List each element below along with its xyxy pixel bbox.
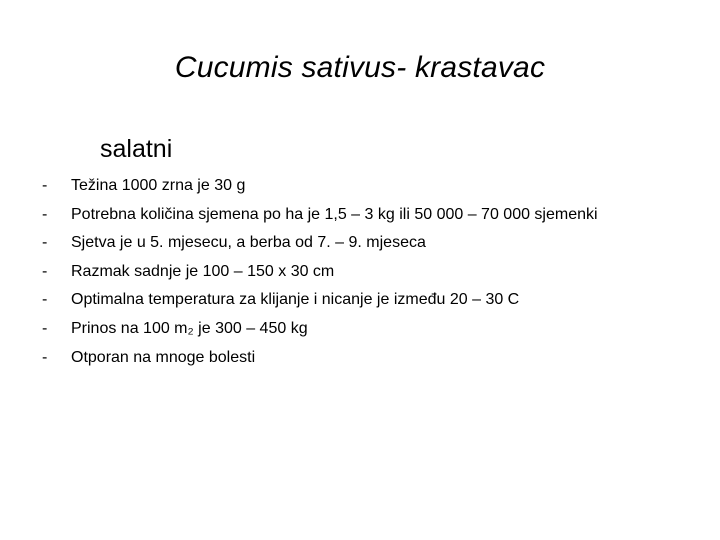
slide-subtitle: salatni [100, 135, 173, 163]
bullet-dash-marker: - [42, 291, 48, 309]
bullet-item [40, 315, 700, 344]
slide-title: Cucumis sativus- krastavac [174, 51, 546, 84]
bullet-text: Prinos na 100 m₂ je 300 – 450 kg [71, 319, 308, 337]
bullet-dash-marker: - [42, 348, 48, 366]
bullet-dash-marker: - [42, 205, 48, 223]
bullet-dash-marker: - [42, 234, 48, 252]
bullet-item [40, 201, 700, 230]
bullet-item [40, 172, 700, 201]
bullet-dash-marker: - [42, 262, 48, 280]
bullet-text: Sjetva je u 5. mjesecu, a berba od 7. – 9. mjeseca [71, 234, 426, 252]
bullet-dash-marker: - [42, 177, 48, 194]
bullet-dash-marker: - [42, 319, 48, 337]
bullet-item [40, 229, 700, 258]
bullet-text: Težina 1000 zrna je 30 g [71, 177, 246, 194]
bullet-list [40, 172, 700, 372]
bullet-text: Otporan na mnoge bolesti [71, 348, 256, 366]
bullet-text: Razmak sadnje je 100 – 150 x 30 cm [71, 262, 335, 280]
bullet-text: Potrebna količina sjemena po ha je 1,5 – 3 kg ili 50 000 – 70 000 sjemenki [71, 205, 598, 223]
bullet-item [40, 344, 700, 373]
bullet-text: Optimalna temperatura za klijanje i nicanje je između 20 – 30 C [71, 291, 520, 309]
bullet-item [40, 286, 700, 315]
bullet-item [40, 258, 700, 287]
